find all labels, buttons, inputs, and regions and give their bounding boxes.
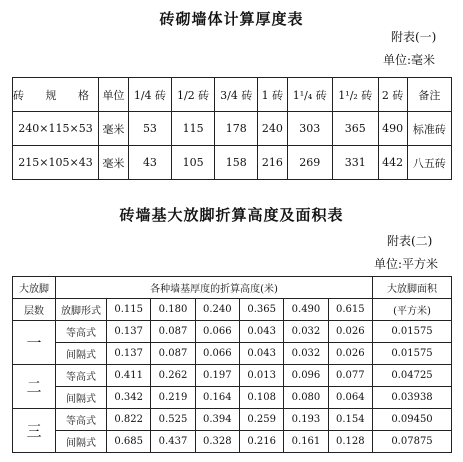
header-form: 放脚形式 (56, 299, 107, 321)
wall-thickness-table (12, 77, 452, 180)
table2-title: 砖墙基大放脚折算高度及面积表 (119, 206, 344, 224)
area-cell: 0.01575 (373, 343, 452, 365)
footing-height-area-table (12, 276, 452, 453)
height-cell: 0.043 (239, 343, 283, 365)
cell-value: 490 (378, 112, 407, 146)
cell-brick-spec: 215×105×43 (13, 146, 99, 180)
height-cell: 0.342 (107, 387, 151, 409)
cell-value: 240 (258, 112, 287, 146)
height-cell: 0.066 (195, 321, 239, 343)
cell-brick-spec: 240×115×53 (13, 112, 99, 146)
layer-cell: 一 (13, 321, 56, 365)
height-cell: 0.128 (328, 431, 372, 453)
height-cell: 0.685 (107, 431, 151, 453)
height-cell: 0.525 (151, 409, 195, 431)
cell-value: 365 (333, 112, 379, 146)
cell-remark: 标准砖 (407, 112, 451, 146)
form-cell: 间隔式 (56, 387, 107, 409)
layer-cell: 二 (13, 365, 56, 409)
table-row (13, 112, 452, 146)
height-cell: 0.026 (328, 343, 372, 365)
height-cell: 0.087 (151, 321, 195, 343)
height-cell: 0.077 (328, 365, 372, 387)
area-cell: 0.03938 (373, 387, 452, 409)
table1-label: 附表(一) (391, 30, 437, 44)
form-cell: 间隔式 (56, 343, 107, 365)
height-cell: 0.096 (284, 365, 328, 387)
header-thickness: 0.240 (195, 299, 239, 321)
height-cell: 0.161 (284, 431, 328, 453)
area-cell: 0.09450 (373, 409, 452, 431)
header-three-quarter-brick: 3/4 砖 (215, 78, 258, 112)
area-cell: 0.01575 (373, 321, 452, 343)
header-area-2: (平方米) (373, 299, 452, 321)
cell-remark: 八五砖 (407, 146, 451, 180)
table2-header-row-2 (13, 299, 452, 321)
header-unit: 单位 (99, 78, 129, 112)
height-cell: 0.066 (195, 343, 239, 365)
cell-unit: 毫米 (99, 146, 129, 180)
height-cell: 0.032 (284, 343, 328, 365)
cell-value: 303 (287, 112, 333, 146)
height-cell: 0.216 (239, 431, 283, 453)
header-group-heights: 各种墙基厚度的折算高度(米) (56, 277, 373, 299)
height-cell: 0.437 (151, 431, 195, 453)
header-brick-spec: 砖 规 格 (13, 78, 99, 112)
header-layers-bottom: 层数 (13, 299, 56, 321)
header-thickness: 0.490 (284, 299, 328, 321)
form-cell: 等高式 (56, 321, 107, 343)
table1-header-row (13, 78, 452, 112)
area-cell: 0.04725 (373, 365, 452, 387)
height-cell: 0.108 (239, 387, 283, 409)
table2-header-row-1 (13, 277, 452, 299)
table1-title: 砖砌墙体计算厚度表 (159, 10, 304, 28)
header-thickness: 0.115 (107, 299, 151, 321)
table-row (13, 321, 452, 343)
cell-value: 43 (128, 146, 171, 180)
height-cell: 0.137 (107, 343, 151, 365)
layer-cell: 三 (13, 409, 56, 453)
height-cell: 0.013 (239, 365, 283, 387)
header-two-brick: 2 砖 (378, 78, 407, 112)
height-cell: 0.193 (284, 409, 328, 431)
header-remark: 备注 (407, 78, 451, 112)
header-half-brick: 1/2 砖 (172, 78, 215, 112)
height-cell: 0.411 (107, 365, 151, 387)
table-row (13, 387, 452, 409)
height-cell: 0.064 (328, 387, 372, 409)
area-cell: 0.07875 (373, 431, 452, 453)
height-cell: 0.164 (195, 387, 239, 409)
header-thickness: 0.365 (239, 299, 283, 321)
height-cell: 0.822 (107, 409, 151, 431)
header-area-1: 大放脚面积 (373, 277, 452, 299)
table-row (13, 146, 452, 180)
table2-unit: 单位:平方米 (374, 257, 439, 271)
height-cell: 0.197 (195, 365, 239, 387)
height-cell: 0.219 (151, 387, 195, 409)
height-cell: 0.137 (107, 321, 151, 343)
table2-label: 附表(二) (387, 234, 433, 248)
table-row (13, 343, 452, 365)
header-thickness: 0.180 (151, 299, 195, 321)
header-layers-top: 大放脚 (13, 277, 56, 299)
height-cell: 0.328 (195, 431, 239, 453)
cell-value: 331 (333, 146, 379, 180)
height-cell: 0.259 (239, 409, 283, 431)
table-row (13, 365, 452, 387)
form-cell: 间隔式 (56, 431, 107, 453)
cell-value: 115 (172, 112, 215, 146)
height-cell: 0.043 (239, 321, 283, 343)
table-row (13, 431, 452, 453)
header-one-brick: 1 砖 (258, 78, 287, 112)
cell-value: 442 (378, 146, 407, 180)
cell-unit: 毫米 (99, 112, 129, 146)
table-row (13, 409, 452, 431)
cell-value: 216 (258, 146, 287, 180)
form-cell: 等高式 (56, 409, 107, 431)
cell-value: 269 (287, 146, 333, 180)
height-cell: 0.032 (284, 321, 328, 343)
header-one-and-quarter-brick: 1¹/₄ 砖 (287, 78, 333, 112)
cell-value: 158 (215, 146, 258, 180)
height-cell: 0.394 (195, 409, 239, 431)
cell-value: 105 (172, 146, 215, 180)
header-thickness: 0.615 (328, 299, 372, 321)
header-one-and-half-brick: 1¹/₂ 砖 (333, 78, 379, 112)
header-quarter-brick: 1/4 砖 (128, 78, 171, 112)
height-cell: 0.154 (328, 409, 372, 431)
height-cell: 0.262 (151, 365, 195, 387)
height-cell: 0.087 (151, 343, 195, 365)
height-cell: 0.080 (284, 387, 328, 409)
cell-value: 53 (128, 112, 171, 146)
cell-value: 178 (215, 112, 258, 146)
table1-unit: 单位:毫米 (383, 53, 436, 67)
form-cell: 等高式 (56, 365, 107, 387)
height-cell: 0.026 (328, 321, 372, 343)
